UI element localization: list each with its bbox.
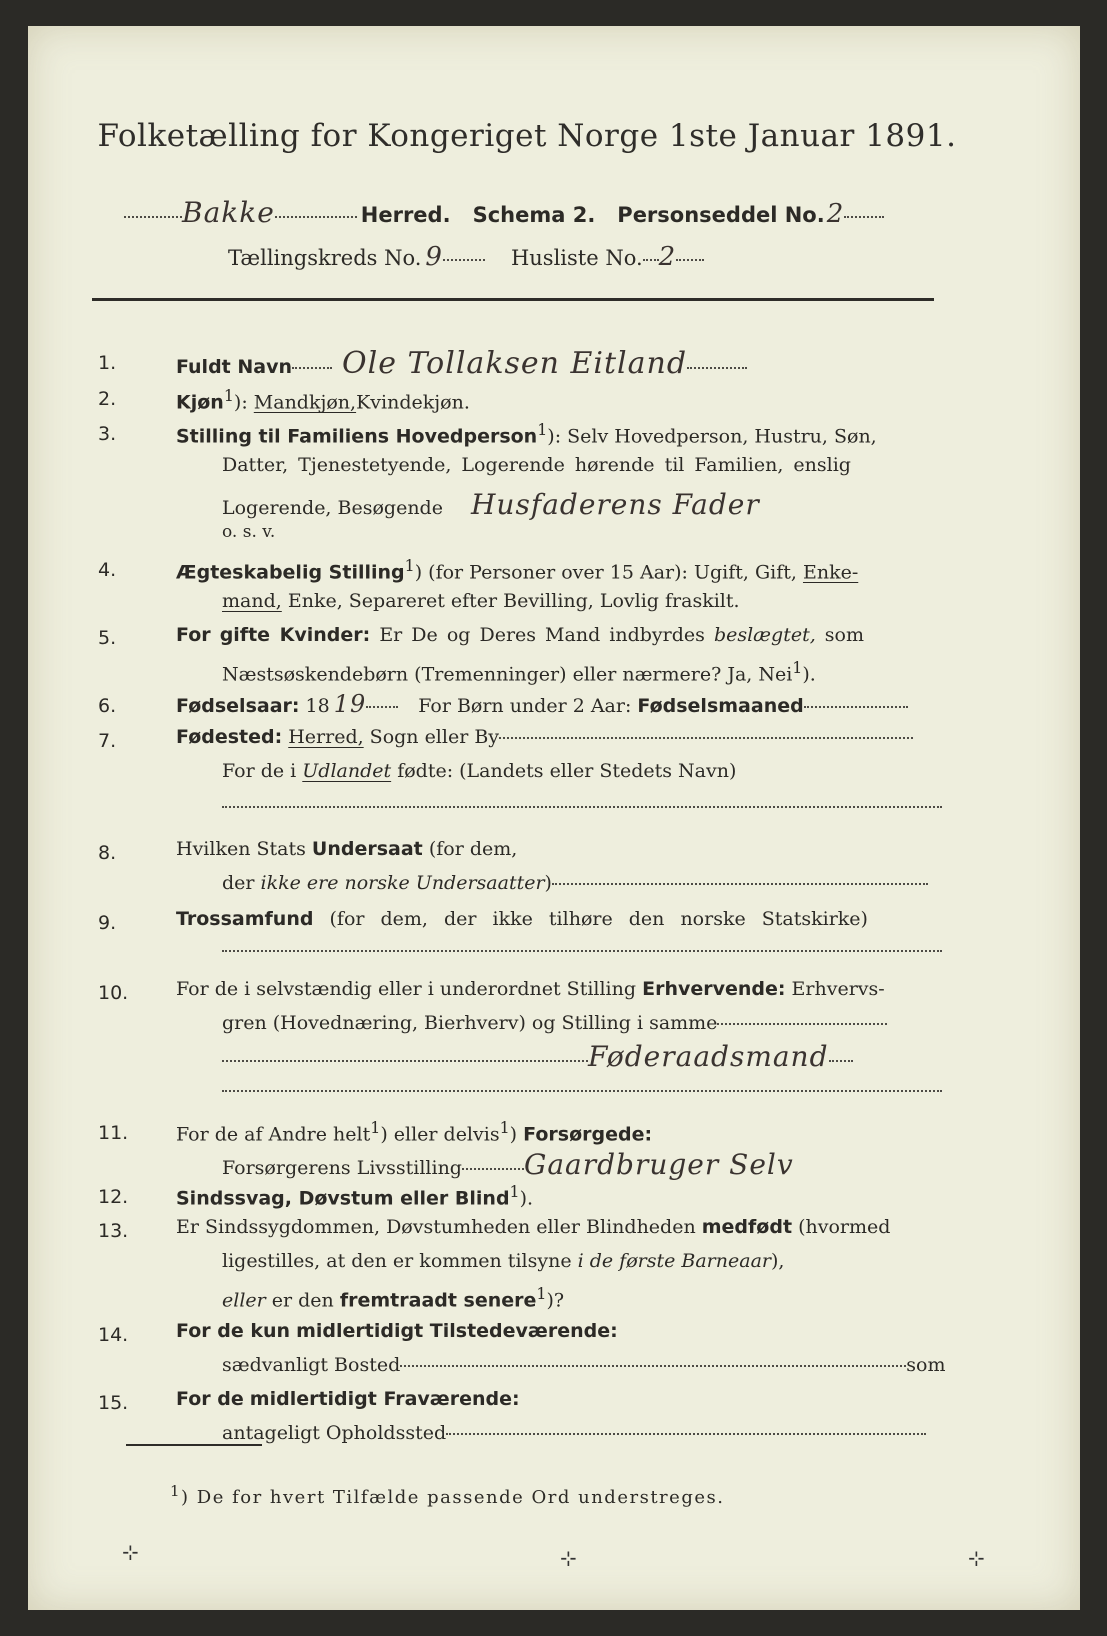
q3-value: Husfaderens Fader: [471, 488, 760, 521]
q12-number: 12.: [98, 1186, 129, 1208]
q2-option-mandkjon: Mandkjøn,: [253, 391, 357, 414]
kreds-line: [228, 242, 704, 272]
kreds-label: Tællingskreds No.: [228, 246, 422, 270]
q13-row3: eller er den fremtraadt senere$^1$)?: [222, 1284, 565, 1312]
q7-row1: Fødested: Herred, Sogn eller By: [176, 726, 913, 748]
q10-value: Føderaadsmand: [588, 1040, 829, 1073]
q7-answer-line: [222, 806, 942, 808]
q13-number: 13.: [98, 1220, 129, 1242]
q14-label: midlertidigt Tilstedeværende:: [296, 1320, 618, 1342]
q2-label: Kjøn: [176, 391, 224, 414]
q1-label: Fuldt Navn: [176, 356, 293, 378]
kreds-value: 9: [425, 242, 443, 272]
q8-number: 8.: [98, 842, 117, 864]
q9-answer-line: [222, 950, 942, 952]
registration-mark-right: ⊹: [968, 1546, 985, 1570]
q15-number: 15.: [98, 1392, 129, 1414]
q2-row: Kjøn$^1$): Mandkjøn,Kvindekjøn.: [176, 386, 470, 414]
q1-value: Ole Tollaksen Eitland: [342, 346, 688, 381]
q3-label: Stilling til Familiens Hovedperson: [176, 425, 538, 448]
q4-row1: Ægteskabelig Stilling$^1$) (for Personer over 15 Aar): Ugift, Gift, Enke-: [176, 556, 859, 584]
q13-row1: Er Sindssygdommen, Døvstumheden eller Blindheden medfødt (hvormed: [176, 1216, 891, 1238]
q14-row2: sædvanligt Bosted som: [222, 1354, 946, 1376]
q11-row1: For de af Andre helt$^1$) eller delvis$^1$) Forsørgede:: [176, 1118, 653, 1146]
q7-label: Fødested:: [176, 726, 283, 748]
q7-row2: For de i Udlandet fødte: (Landets eller Stedets Navn): [222, 760, 737, 782]
q3-row3: Logerende, Besøgende Husfaderens Fader: [222, 488, 760, 521]
footnote: $^1$) De for hvert Tilfælde passende Ord understreges.: [170, 1482, 725, 1508]
q14-row1: For de kun midlertidigt Tilstedeværende:: [176, 1320, 618, 1342]
q10-row1: For de i selvstændig eller i underordnet Stilling Erhvervende: Erhvervs-: [176, 978, 885, 1000]
q4-number: 4.: [98, 559, 117, 581]
q11-row2: Forsørgerens Livsstilling Gaardbruger Selv: [222, 1148, 794, 1181]
q13-row2: ligestilles, at den er kommen tilsyne i de første Barneaar),: [222, 1250, 785, 1272]
husliste-value: 2: [658, 242, 677, 272]
registration-mark-left: ⊹: [122, 1540, 139, 1564]
q3-row1: Stilling til Familiens Hovedperson$^1$): Selv Hovedperson, Hustru, Søn,: [176, 420, 877, 448]
q6-label2: Fødselsmaaned: [637, 695, 804, 717]
schema-label: Schema 2.: [472, 203, 596, 227]
q2-option-kvindekjon: Kvindekjøn.: [356, 391, 470, 414]
q5-number: 5.: [98, 627, 117, 649]
q8-row2: der ikke ere norske Undersaatter ): [222, 872, 928, 894]
herred-value: Bakke: [182, 196, 275, 229]
q1-number: 1.: [98, 352, 117, 374]
q6-number: 6.: [98, 695, 117, 717]
q15-row1: For de midlertidigt Fraværende:: [176, 1388, 520, 1410]
q9-number: 9.: [98, 912, 117, 934]
q15-label: midlertidigt Fraværende:: [249, 1388, 520, 1410]
q6-value: 19: [333, 690, 367, 718]
q10-answer-line: [222, 1090, 942, 1092]
q15-row2: antageligt Opholdssted: [222, 1422, 926, 1444]
q10-number: 10.: [98, 982, 129, 1004]
q1-row: [176, 346, 747, 381]
header-rule: [92, 298, 934, 301]
q8-label: Undersaat: [311, 838, 423, 860]
q11-number: 11.: [98, 1122, 129, 1144]
q5-label: gifte Kvinder:: [219, 624, 371, 646]
herred-label: Herred.: [360, 203, 451, 227]
q3-row2: Datter, Tjenestetyende, Logerende hørende til Familien, enslig: [222, 454, 851, 476]
q9-row: Trossamfund (for dem, der ikke tilhøre den norske Statskirke): [176, 908, 868, 930]
q10-label: Erhvervende:: [642, 978, 786, 1000]
q12-row: Sindssvag, Døvstum eller Blind$^1$).: [176, 1182, 534, 1210]
q11-label: Forsørgede:: [523, 1123, 653, 1146]
q7-number: 7.: [98, 730, 117, 752]
q6-row: Fødselsaar: 18 19 For Børn under 2 Aar: Fødselsmaaned: [176, 690, 908, 718]
q5-row1: For gifte Kvinder: Er De og Deres Mand indbyrdes beslægtet, som: [176, 624, 865, 646]
q5-row2: Næstsøskendebørn (Tremenninger) eller nærmere? Ja, Nei$^1$).: [222, 658, 816, 686]
personseddel-value: 2: [826, 199, 845, 229]
personseddel-label: Personseddel No.: [617, 203, 825, 227]
q12-label: Sindssvag, Døvstum eller Blind: [176, 1187, 510, 1210]
q3-number: 3.: [98, 423, 117, 445]
q6-label: Fødselsaar:: [176, 695, 300, 717]
q11-value: Gaardbruger Selv: [523, 1148, 794, 1181]
footnote-rule: [126, 1444, 262, 1446]
q4-row2: mand, Enke, Separeret efter Bevilling, Lovlig fraskilt.: [222, 590, 740, 612]
husliste-label: Husliste No.: [510, 246, 643, 270]
registration-mark-center: ⊹: [560, 1546, 577, 1570]
q14-number: 14.: [98, 1324, 129, 1346]
q9-label: Trossamfund: [176, 908, 314, 930]
page-title: Folketælling for Kongeriget Norge 1ste Januar 1891.: [97, 118, 957, 154]
q3-row4: o. s. v.: [222, 522, 276, 542]
q10-row3: [222, 1040, 853, 1073]
q2-number: 2.: [98, 388, 117, 410]
q10-row2: gren (Hovednæring, Bierhverv) og Stilling i samme: [222, 1012, 887, 1034]
q4-label: Ægteskabelig Stilling: [176, 561, 405, 584]
q4-option-enkemand: Enke-: [802, 561, 859, 584]
q8-row1: Hvilken Stats Undersaat (for dem,: [176, 838, 518, 860]
herred-line: [124, 196, 884, 229]
